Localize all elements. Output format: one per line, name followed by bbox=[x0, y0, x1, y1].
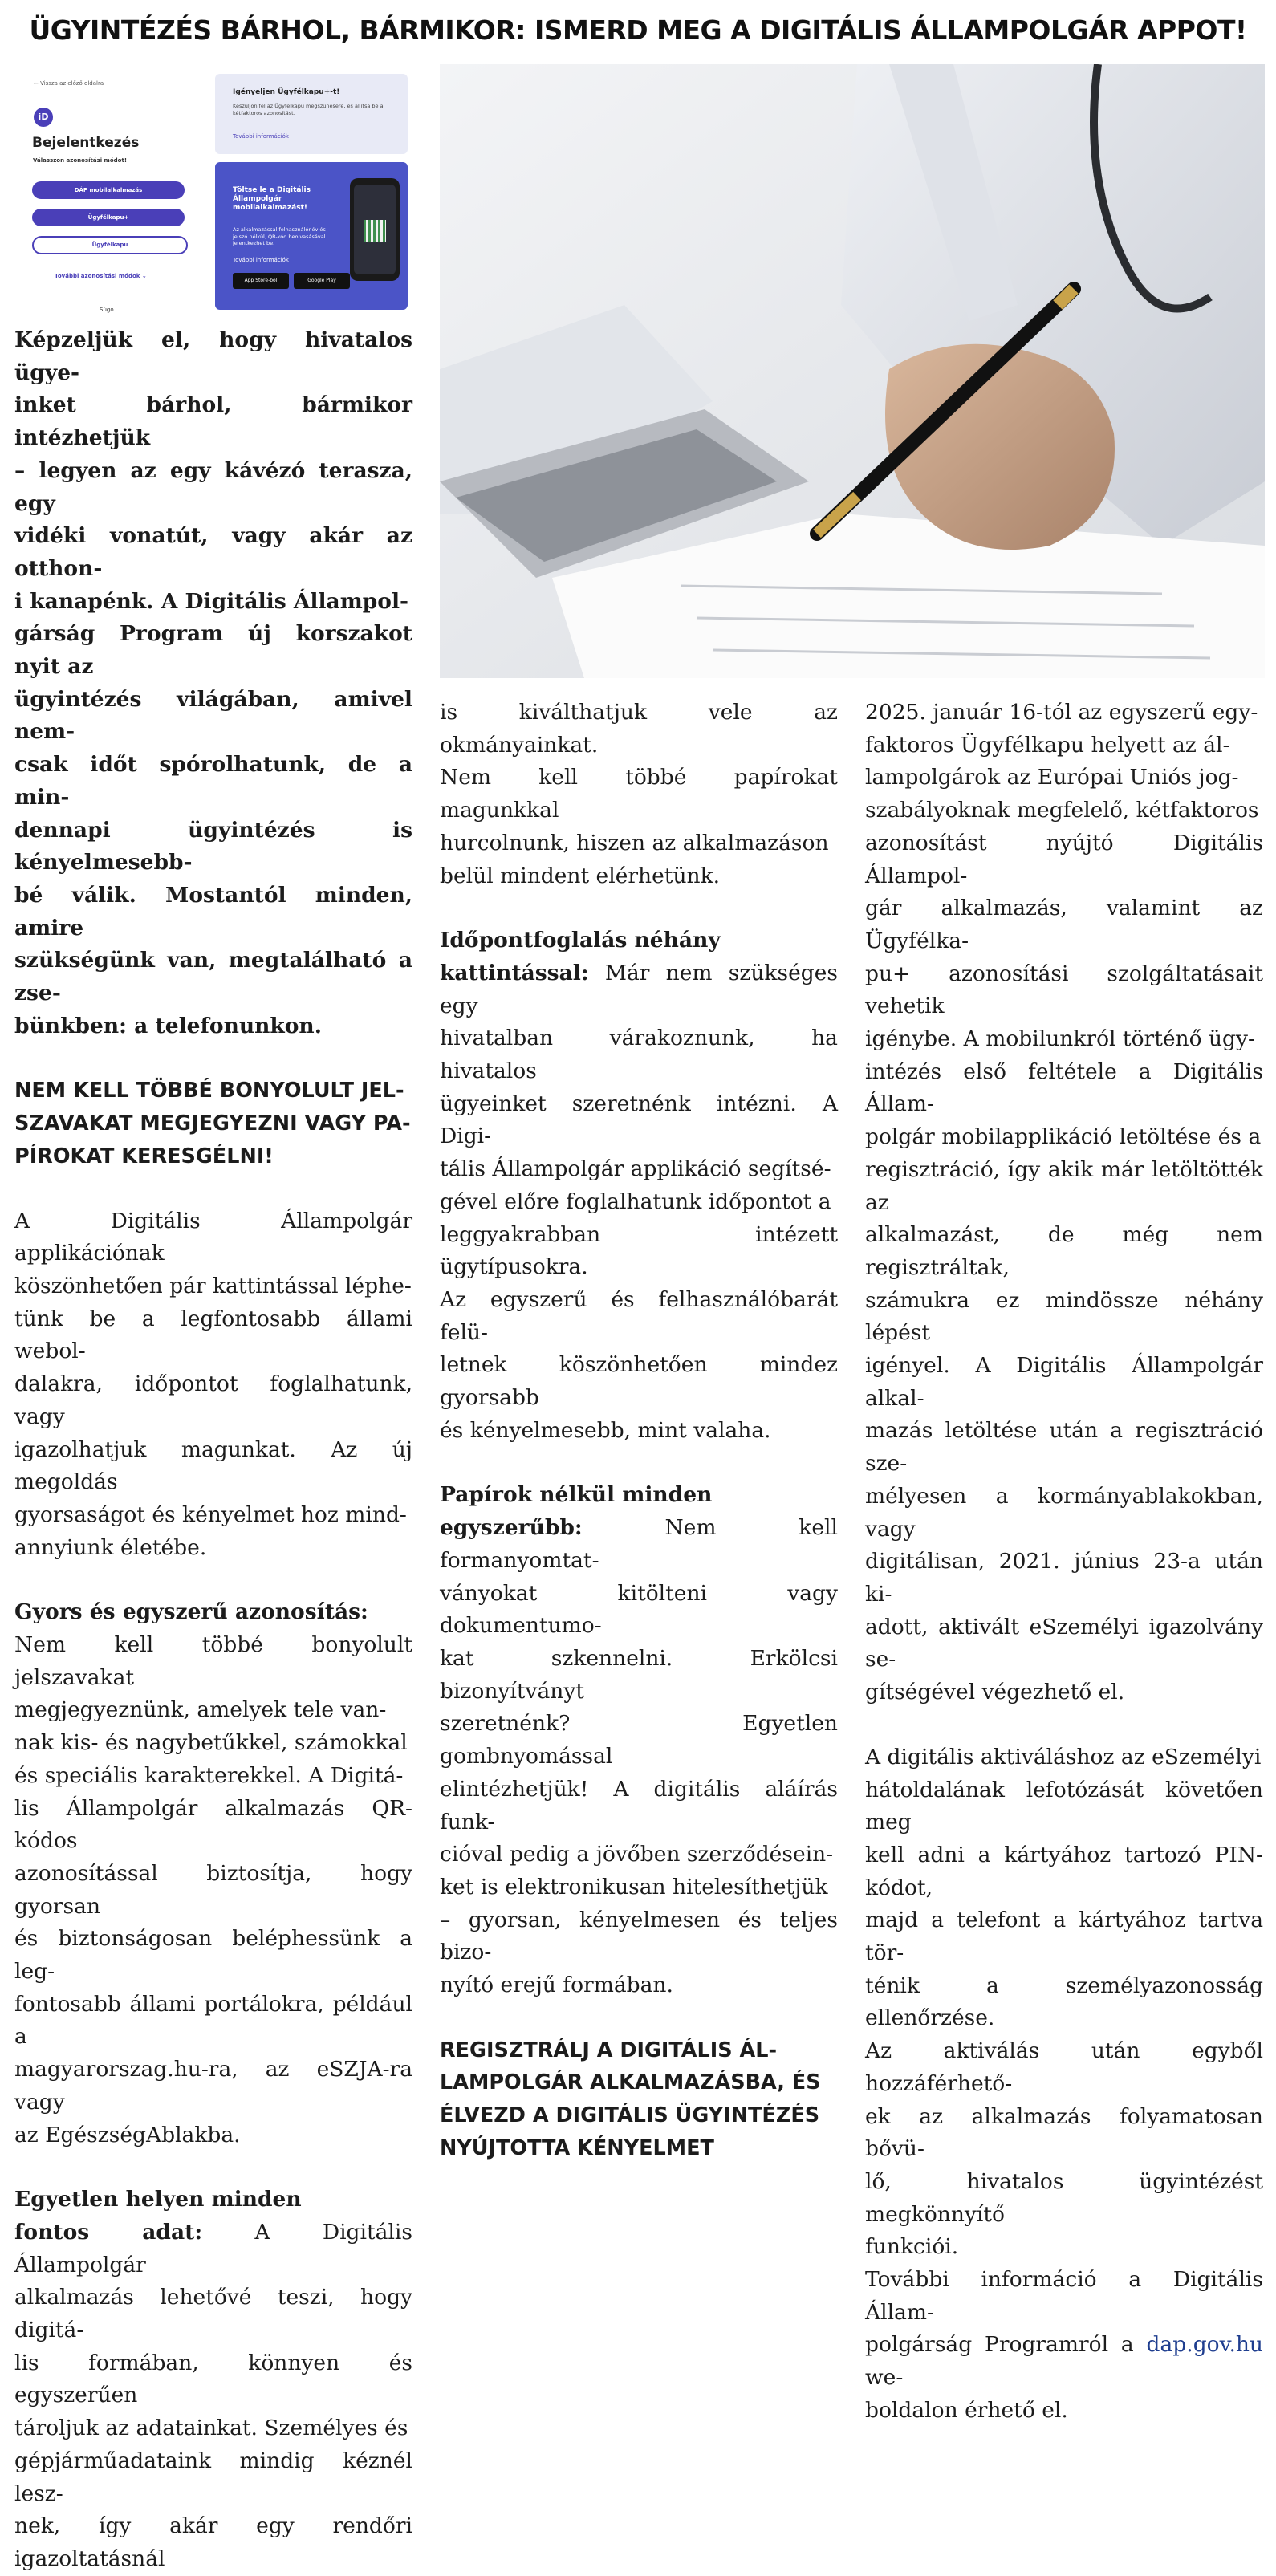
dap-app-button[interactable]: DÁP mobilalkalmazás bbox=[32, 181, 185, 199]
column-2 bbox=[440, 697, 838, 2165]
login-title: Bejelentkezés bbox=[32, 135, 140, 151]
google-play-button[interactable]: Google Play bbox=[294, 273, 350, 289]
promo-link[interactable]: További információk bbox=[233, 257, 289, 263]
back-link[interactable]: ← Vissza az előző oldalra bbox=[34, 80, 104, 87]
doctor-writing-photo bbox=[440, 64, 1265, 678]
dap-website-link[interactable]: dap.gov.hu bbox=[1146, 2332, 1263, 2358]
column-3 bbox=[865, 697, 1263, 2428]
subheading: Időpontfoglalás néhány bbox=[440, 928, 721, 953]
help-link[interactable]: Súgó bbox=[100, 307, 114, 313]
subheading: Gyors és egyszerű azonosítás: bbox=[14, 1599, 368, 1625]
subheading: Papírok nélkül minden bbox=[440, 1482, 713, 1508]
body-paragraph: A digitális aktiváláshoz az eSzemélyi hátoldalának lefotózását követően meg kell adni a kártyához tartozó PIN-kódot, majd a telefont a kártyához tartva tör- ténik a személyazonosság ellenőrzése. Az aktiválás után egyből hozzáférhető- ek az alkalmazás folyamatosan bővü- lő, hivatalos ügyintézést megkönnyítő funkciói. bbox=[865, 1744, 1263, 2260]
body-paragraph: is kiválthatjuk vele az okmányainkat. Nem kell többé papírokat magunkkal hurcolnunk, hiszen az alkalmazáson belül mindent elérhetünk. bbox=[440, 700, 838, 888]
headline: ÜGYINTÉZÉS BÁRHOL, BÁRMIKOR: ISMERD MEG A DIGITÁLIS ÁLLAMPOLGÁR APPOT! bbox=[29, 14, 1247, 46]
id-logo-icon: iD bbox=[34, 108, 53, 127]
qr-code-icon bbox=[364, 220, 386, 242]
body-paragraph: Időpontfoglalás néhány kattintással: Már nem szükséges egy hivatalban várakoznunk, ha hivatalos ügyeinket szeretnénk intézni. A Digi- tális Állampolgár applikáció segítsé- gével előre foglalhatunk időpontot a leggyakrabban intézett ügytípusokra. Az egyszerű és felhasználóbarát felü- letnek köszönhetően mindez gyorsabb és kényelmesebb, mint valaha. bbox=[440, 924, 838, 1447]
body-paragraph: A Digitális Állampolgár applikációnak köszönhetően pár kattintással léphe- tünk be a legfontosabb állami webol- dalakra, időpontot foglalhatunk, vagy igazolhatjuk magunkat. Az új megoldás gyorsaságot és kényelmet hoz mind- annyiunk életébe. bbox=[14, 1208, 412, 1560]
subheading: fontos adat: bbox=[14, 2219, 203, 2245]
app-download-promo-card bbox=[215, 162, 408, 310]
body-paragraph: Egyetlen helyen minden fontos adat: A Digitális Állampolgár alkalmazás lehetővé teszi, hogy digitá- lis formában, könnyen és egyszerűen tároljuk az adatainkat. Személyes és gépjárműadataink mindig kéznél lesz- nek, így akár egy rendőri igazoltatásnál bbox=[14, 2184, 412, 2575]
login-screenshot bbox=[32, 74, 207, 315]
lead-paragraph: Képzeljük el, hogy hivatalos ügye- inket bárhol, bármikor intézhetjük – legyen az egy kávézó terasza, egy vidéki vonatút, vagy akár az otthon- i kanapénk. A Digitális Állampol- gárság Program új korszakot nyit az ügyintézés világában, amivel nem- csak időt spórolhatunk, de a min- dennapi ügyintézés is kényelmesebb- bé válik. Mostantól minden, amire szükségünk van, megtalálható a zse- bünkben: a telefonunkon. bbox=[14, 327, 412, 1038]
body-paragraph: Papírok nélkül minden egyszerűbb: Nem kell formanyomtat- ványokat kitölteni vagy dokumentumo- kat szkennelni. Erkölcsi bizonyítványt szeretnénk? Egyetlen gombnyomással elintézhetjük! A digitális aláírás funk- cióval pedig a jövőben szerződésein- ket is elektronikusan hitelesíthetjük – gyorsan, kényelmesen és teljes bizo- nyító erejű formában. bbox=[440, 1479, 838, 2001]
phone-icon bbox=[350, 178, 400, 281]
subheading: kattintással: bbox=[440, 960, 589, 985]
more-methods-link[interactable]: További azonosítási módok ⌄ bbox=[55, 273, 147, 279]
subheading: Egyetlen helyen minden bbox=[14, 2187, 302, 2212]
subheading: egyszerűbb: bbox=[440, 1515, 583, 1541]
promo-link[interactable]: További információk bbox=[233, 133, 289, 140]
photo-illustration bbox=[440, 64, 1265, 678]
login-subtitle: Válasszon azonosítási módot! bbox=[33, 157, 128, 164]
promo-title: Töltse le a Digitális Állampolgár mobilalkalmazást! bbox=[233, 186, 311, 212]
ugyfelkapu-plus-button[interactable]: Ügyfélkapu+ bbox=[32, 209, 185, 226]
body-paragraph: 2025. január 16-tól az egyszerű egy- faktoros Ügyfélkapu helyett az ál- lampolgárok az Európai Uniós jog- szabályoknak megfelelő, kétfaktoros azonosítást nyújtó Digitális Állampol- gár alkalmazás, valamint az Ügyfélka- pu+ azonosítási szolgáltatásait vehetik igénybe. A mobilunkról történő ügy- intézés első feltétele a Digitális Állam- polgár mobilapplikáció letöltése és a regisztráció, így akik már letöltötték az alkalmazást, de még nem regisztráltak, számukra ez mindössze néhány lépést igényel. A Digitális Állampolgár alkal- mazás letöltése után a regisztráció sze- mélyesen a kormányablakokban, vagy digitálisan, 2021. június 23-a után ki- adott, aktivált eSzemélyi igazolvány se- gítségével végezhető el. bbox=[865, 700, 1263, 1705]
column-1 bbox=[14, 324, 412, 2576]
app-store-button[interactable]: App Store-ból bbox=[233, 273, 289, 289]
section-heading: NEM KELL TÖBBÉ BONYOLULT JEL- SZAVAKAT MEGJEGYEZNI VAGY PA- PÍROKAT KERESGÉLNI! bbox=[14, 1079, 411, 1168]
promo-desc: Az alkalmazással felhasználónév és jelszó nélkül, QR-kód beolvasásával jelentkezhet be. bbox=[233, 226, 326, 246]
ugyfelkapu-button[interactable]: Ügyfélkapu bbox=[32, 236, 188, 254]
promo-desc: Készüljön fel az Ügyfélkapu megszűnésére, és állítsa be a kétfaktoros azonosítást. bbox=[233, 103, 384, 116]
promo-title: Igényeljen Ügyfélkapu+-t! bbox=[233, 88, 340, 96]
body-paragraph: További információ a Digitális Állam- polgárság Programról a dap.gov.hu we- boldalon érhető el. bbox=[865, 2267, 1263, 2423]
section-heading: REGISZTRÁLJ A DIGITÁLIS ÁL- LAMPOLGÁR ALKALMAZÁSBA, ÉS ÉLVEZD A DIGITÁLIS ÜGYINTÉZÉS NYÚJTOTTA KÉNYELMET bbox=[440, 2038, 821, 2160]
body-paragraph: Gyors és egyszerű azonosítás: Nem kell többé bonyolult jelszavakat megjegyeznünk, amelyek tele van- nak kis- és nagybetűkkel, számokkal és speciális karakterekkel. A Digitá- lis Állampolgár alkalmazás QR-kódos azonosítással biztosítja, hogy gyorsan és biztonságosan beléphessünk a leg- fontosabb állami portálokra, például a magyarorszag.hu-ra, az eSZJA-ra vagy az EgészségAblakba. bbox=[14, 1596, 412, 2151]
ugyfelkapu-promo-card bbox=[215, 74, 408, 154]
